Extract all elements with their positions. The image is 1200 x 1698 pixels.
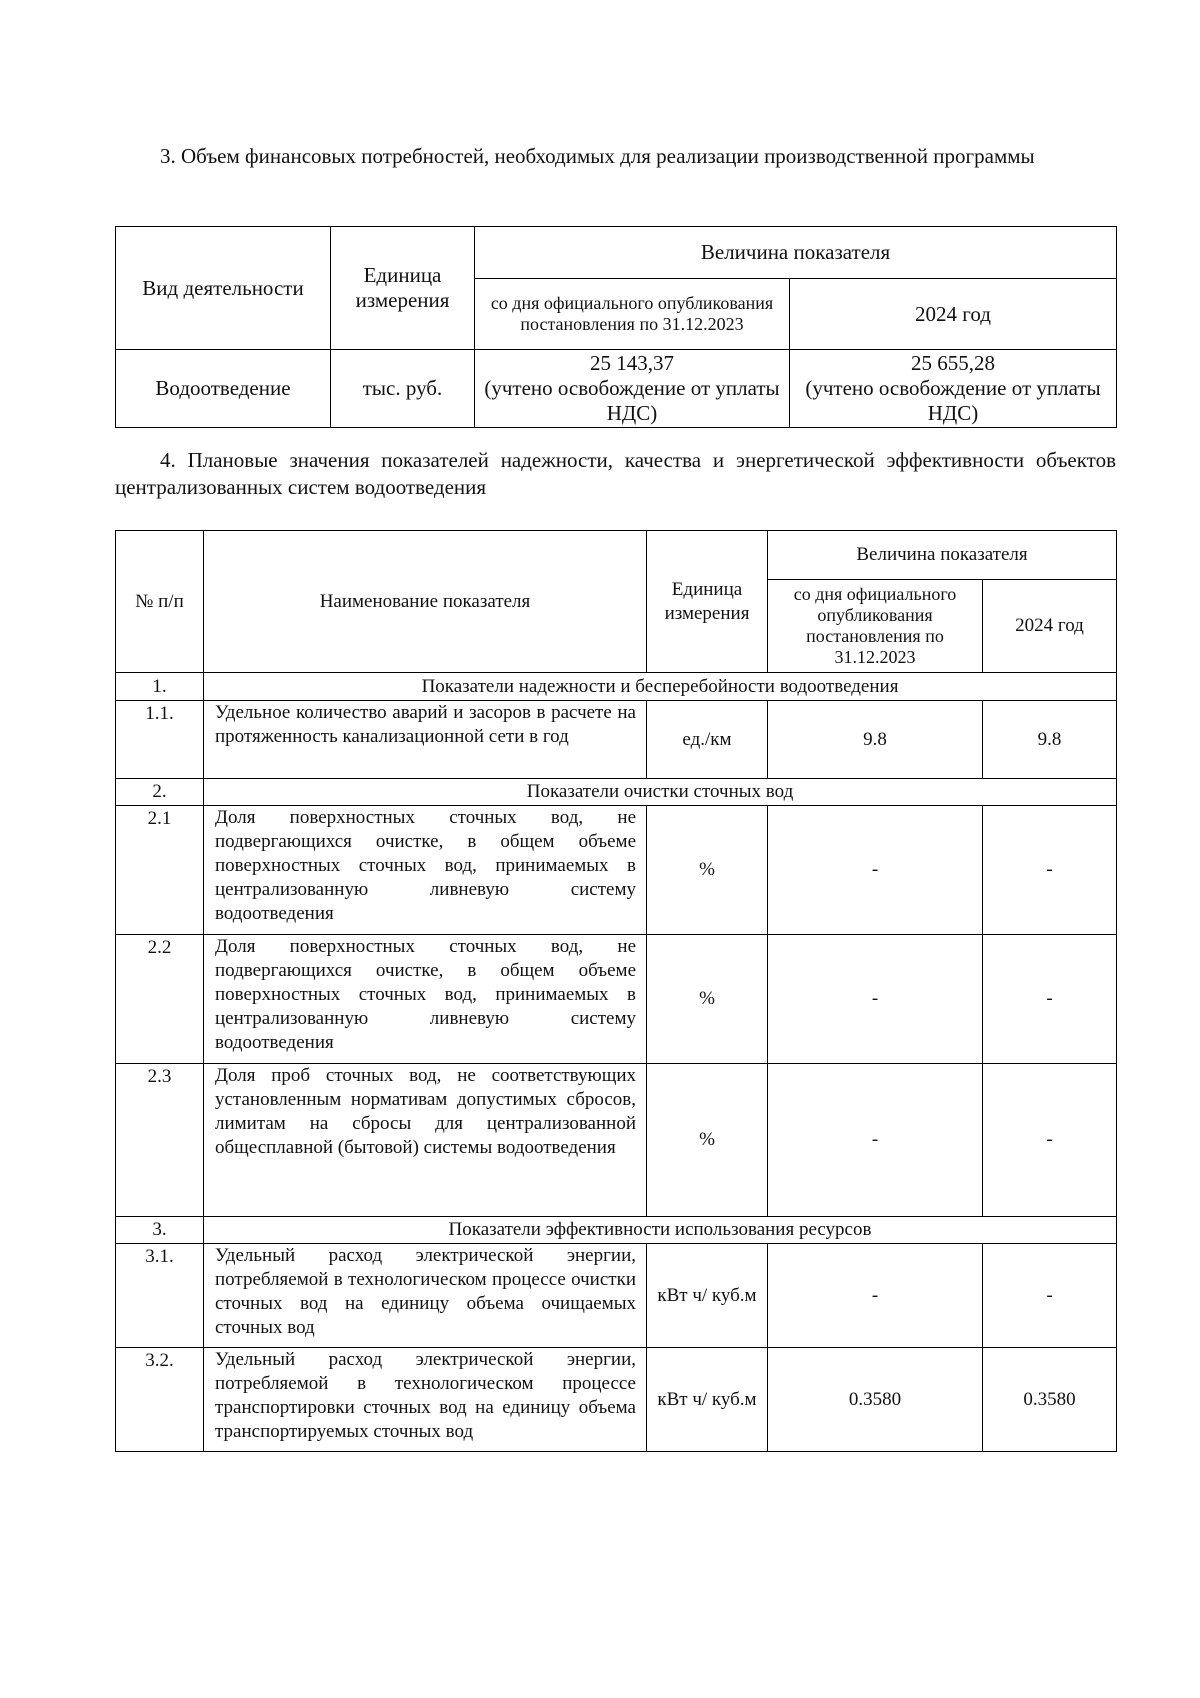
value2-amount: 25 655,28 [911, 351, 995, 375]
indicator-name: Удельное количество аварий и засоров в расчете на протяженность канализационной сети в год [204, 701, 647, 779]
value1-cell: - [768, 1244, 983, 1348]
col-num-header: № п/п [116, 531, 204, 673]
col-value-header: Величина показателя [768, 531, 1117, 580]
indicators-table [115, 530, 1117, 1452]
col-name-header: Наименование показателя [204, 531, 647, 673]
group-title: Показатели эффективности использования ресурсов [204, 1217, 1117, 1244]
col-activity-header: Вид деятельности [116, 227, 331, 350]
unit-cell: % [647, 806, 768, 935]
unit-cell: кВт ч/ куб.м [647, 1348, 768, 1452]
unit-cell: % [647, 935, 768, 1064]
row-number: 2.1 [116, 806, 204, 935]
col-period1-header: со дня официального опубликования постановления по 31.12.2023 [768, 580, 983, 673]
table-row [116, 701, 1117, 779]
section-3-number: 3. [160, 144, 176, 168]
value2-cell: 0.3580 [983, 1348, 1117, 1452]
col-unit-header: Единица измерения [331, 227, 475, 350]
indicator-name: Удельный расход электрической энергии, потребляемой в технологическом процессе очистки сточных вод на единицу объема очищаемых сточных вод [204, 1244, 647, 1348]
group-row [116, 779, 1117, 806]
indicator-name: Доля поверхностных сточных вод, не подвергающихся очистке, в общем объеме поверхностных сточных вод, принимаемых в централизованную ливневую систему водоотведения [204, 806, 647, 935]
value2-cell: - [983, 1064, 1117, 1217]
col-period1-header: со дня официального опубликования постановления по 31.12.2023 [475, 279, 790, 350]
group-number: 3. [116, 1217, 204, 1244]
unit-cell: % [647, 1064, 768, 1217]
financial-needs-table [115, 226, 1117, 428]
section-4-number: 4. [160, 448, 176, 472]
value2-cell [790, 350, 1117, 428]
value1-cell: - [768, 935, 983, 1064]
value1-amount: 25 143,37 [590, 351, 674, 375]
value2-cell: - [983, 1244, 1117, 1348]
indicator-name: Доля поверхностных сточных вод, не подвергающихся очистке, в общем объеме поверхностных сточных вод, принимаемых в централизованную ливневую систему водоотведения [204, 935, 647, 1064]
activity-cell: Водоотведение [116, 350, 331, 428]
indicator-name: Удельный расход электрической энергии, потребляемой в технологическом процессе транспортировки сточных вод на единицу объема транспортируемых сточных вод [204, 1348, 647, 1452]
table-row [116, 935, 1117, 1064]
table-row [116, 350, 1117, 428]
table-row [116, 1064, 1117, 1217]
group-row [116, 1217, 1117, 1244]
value2-cell: - [983, 806, 1117, 935]
unit-cell: тыс. руб. [331, 350, 475, 428]
row-number: 2.3 [116, 1064, 204, 1217]
value1-cell: - [768, 806, 983, 935]
unit-cell: ед./км [647, 701, 768, 779]
table-row [116, 806, 1117, 935]
group-title: Показатели надежности и бесперебойности водоотведения [204, 673, 1117, 701]
group-title: Показатели очистки сточных вод [204, 779, 1117, 806]
section-4-title: Плановые значения показателей надежности, качества и энергетической эффективности объектов централизованных систем водоотведения [115, 448, 1116, 499]
col-period2-header: 2024 год [983, 580, 1117, 673]
value1-cell: - [768, 1064, 983, 1217]
value1-note: (учтено освобождение от уплаты НДС) [484, 376, 780, 425]
value1-cell: 0.3580 [768, 1348, 983, 1452]
col-period2-header: 2024 год [790, 279, 1117, 350]
row-number: 1.1. [116, 701, 204, 779]
row-number: 2.2 [116, 935, 204, 1064]
value2-note: (учтено освобождение от уплаты НДС) [805, 376, 1101, 425]
row-number: 3.2. [116, 1348, 204, 1452]
indicator-name: Доля проб сточных вод, не соответствующих установленным нормативам допустимых сбросов, лимитам на сбросы для централизованной общесплавной (бытовой) системы водоотведения [204, 1064, 647, 1217]
group-number: 1. [116, 673, 204, 701]
table-row [116, 1348, 1117, 1452]
group-number: 2. [116, 779, 204, 806]
row-number: 3.1. [116, 1244, 204, 1348]
value1-cell [475, 350, 790, 428]
value2-cell: 9.8 [983, 701, 1117, 779]
section-3-title: Объем финансовых потребностей, необходимых для реализации производственной программы [181, 144, 1035, 168]
group-row [116, 673, 1117, 701]
value2-cell: - [983, 935, 1117, 1064]
col-unit-header: Единица измерения [647, 531, 768, 673]
table-row [116, 1244, 1117, 1348]
col-value-header: Величина показателя [475, 227, 1117, 279]
value1-cell: 9.8 [768, 701, 983, 779]
section-4-heading [115, 447, 1116, 501]
unit-cell: кВт ч/ куб.м [647, 1244, 768, 1348]
section-3-heading [115, 143, 1116, 170]
